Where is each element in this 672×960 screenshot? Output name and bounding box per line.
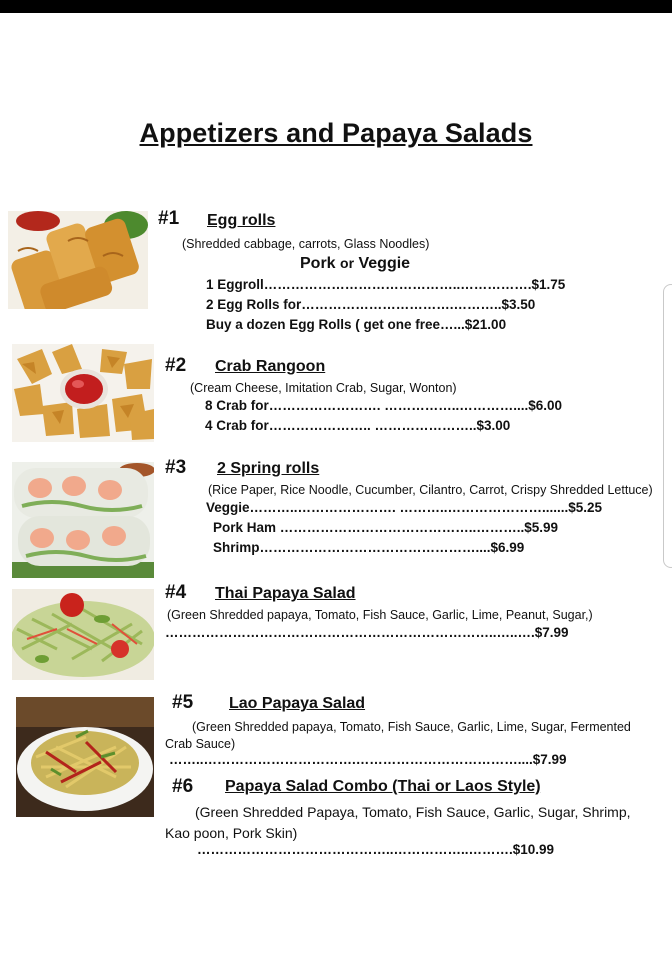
item-number: #5 bbox=[172, 692, 194, 713]
thai-papaya-salad-photo bbox=[12, 589, 154, 680]
price-line: Pork Ham ……………………………………..………..$5.99 bbox=[213, 520, 559, 535]
item-name: Lao Papaya Salad bbox=[229, 695, 366, 712]
top-status-bar bbox=[0, 0, 672, 13]
choice-or: or bbox=[340, 255, 355, 271]
item-name: Crab Rangoon bbox=[215, 358, 326, 375]
price-line: 8 Crab for……………………. ……………..…………....$6.00 bbox=[205, 398, 563, 413]
price-line: Shrimp…………………………………………....$6.99 bbox=[213, 540, 525, 555]
price-line: ……………………………………..……………..……….$10.99 bbox=[197, 842, 555, 857]
item-name: Egg rolls bbox=[207, 212, 276, 229]
item-number: #1 bbox=[158, 208, 180, 229]
item-ingredients: (Rice Paper, Rice Noodle, Cucumber, Cilantro, Carrot, Crispy Shredded Lettuce) bbox=[208, 483, 653, 497]
item-name: 2 Spring rolls bbox=[217, 460, 320, 477]
item-number: #3 bbox=[165, 457, 187, 478]
egg-rolls-photo bbox=[8, 211, 148, 309]
price-line: ………………………………………………………………..…..….$7.99 bbox=[165, 625, 569, 640]
item-ingredients: (Cream Cheese, Imitation Crab, Sugar, Wonton) bbox=[190, 381, 457, 395]
scroll-handle[interactable] bbox=[663, 284, 672, 568]
item-name: Papaya Salad Combo (Thai or Laos Style) bbox=[225, 778, 541, 795]
price-line: Veggie………..…………………. ………..………………….......$5.25 bbox=[206, 500, 603, 515]
price-line: Buy a dozen Egg Rolls ( get one free…...$21.00 bbox=[206, 317, 507, 332]
item-ingredients: (Green Shredded papaya, Tomato, Fish Sauce, Garlic, Lime, Sugar, Fermented Crab Sauce) bbox=[165, 720, 631, 751]
item-number: #6 bbox=[172, 776, 194, 797]
choice-veggie: Veggie bbox=[358, 255, 411, 272]
page-title: Appetizers and Papaya Salads bbox=[139, 118, 533, 148]
item-number: #4 bbox=[165, 582, 187, 603]
item-ingredients: (Shredded cabbage, carrots, Glass Noodles) bbox=[182, 237, 430, 251]
price-line: 1 Eggroll……………………………………..…………….$1.75 bbox=[206, 277, 566, 292]
item-name: Thai Papaya Salad bbox=[215, 585, 356, 602]
price-line: 2 Egg Rolls for…………………………….………..$3.50 bbox=[206, 297, 536, 312]
filling-choice bbox=[300, 255, 410, 273]
spring-rolls-photo bbox=[12, 462, 154, 578]
crab-rangoon-photo bbox=[12, 344, 154, 442]
item-ingredients: (Green Shredded Papaya, Tomato, Fish Sauce, Garlic, Sugar, Shrimp, Kao poon, Pork Skin) bbox=[165, 804, 631, 841]
item-number: #2 bbox=[165, 355, 187, 376]
price-line: 4 Crab for………………….. …………………..$3.00 bbox=[205, 418, 511, 433]
price-line: ……..…………………………….………………………………....$7.99 bbox=[169, 752, 567, 767]
item-ingredients: (Green Shredded papaya, Tomato, Fish Sauce, Garlic, Lime, Peanut, Sugar,) bbox=[167, 608, 593, 622]
lao-papaya-salad-photo bbox=[16, 697, 154, 817]
choice-pork: Pork bbox=[300, 255, 336, 272]
